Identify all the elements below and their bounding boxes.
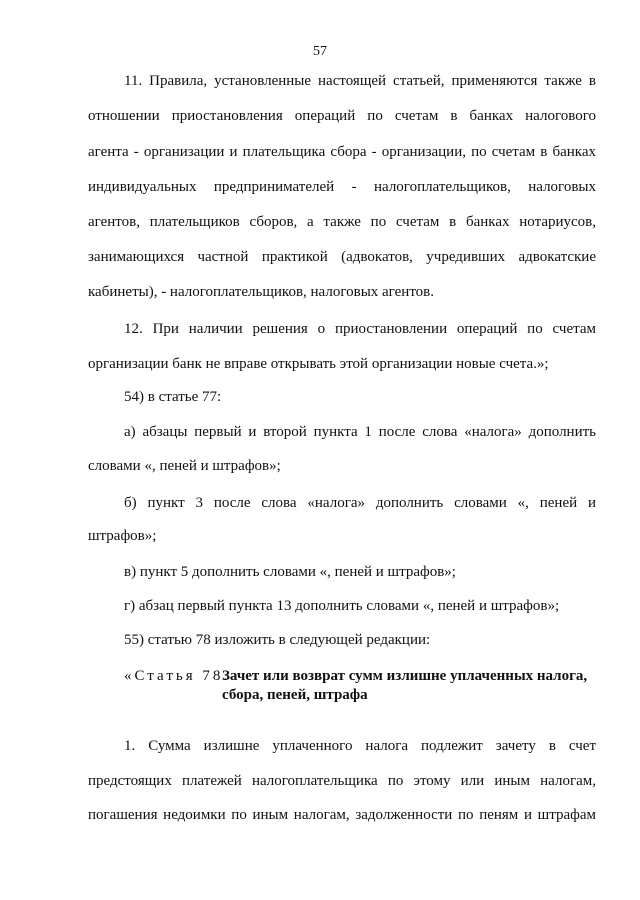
paragraph-11-line-1: 11. Правила, установленные настоящей статьей, применяются также в bbox=[124, 73, 596, 89]
article-78-para-1-line-3: погашения недоимки по иным налогам, задолженности по пеням и штрафам bbox=[88, 807, 596, 823]
article-title-line-2: сбора, пеней, штрафа bbox=[222, 687, 368, 703]
item-b-line-2: штрафов»; bbox=[88, 528, 157, 544]
item-b-line-1: б) пункт 3 после слова «налога» дополнить словами «, пеней и bbox=[124, 495, 596, 511]
item-a-line-1: а) абзацы первый и второй пункта 1 после слова «налога» дополнить bbox=[124, 424, 596, 440]
paragraph-11-line-3: агента - организации и плательщика сбора - организации, по счетам в банках bbox=[88, 144, 596, 160]
article-78-para-1-line-1: 1. Сумма излишне уплаченного налога подлежит зачету в счет bbox=[124, 738, 596, 754]
item-a-line-2: словами «, пеней и штрафов»; bbox=[88, 458, 281, 474]
item-54-heading: 54) в статье 77: bbox=[124, 389, 222, 405]
paragraph-12-line-2: организации банк не вправе открывать этой организации новые счета.»; bbox=[88, 356, 549, 372]
article-title-line-1: Зачет или возврат сумм излишне уплаченных налога, bbox=[222, 668, 588, 684]
item-g: г) абзац первый пункта 13 дополнить словами «, пеней и штрафов»; bbox=[124, 598, 560, 614]
item-55-heading: 55) статью 78 изложить в следующей редакции: bbox=[124, 632, 431, 648]
page-number: 57 bbox=[313, 44, 327, 59]
paragraph-11-line-5: агентов, плательщиков сборов, а также по счетам в банках нотариусов, bbox=[88, 214, 596, 230]
paragraph-11-line-2: отношении приостановления операций по счетам в банках налогового bbox=[88, 108, 596, 124]
article-78-para-1-line-2: предстоящих платежей налогоплательщика по этому или иным налогам, bbox=[88, 773, 596, 789]
article-label: «Статья 78. bbox=[124, 668, 231, 684]
paragraph-11-line-4: индивидуальных предпринимателей - налогоплательщиков, налоговых bbox=[88, 179, 596, 195]
paragraph-11-line-6: занимающихся частной практикой (адвокатов, учредивших адвокатские bbox=[88, 249, 596, 265]
item-v: в) пункт 5 дополнить словами «, пеней и штрафов»; bbox=[124, 564, 456, 580]
paragraph-11-line-7: кабинеты), - налогоплательщиков, налоговых агентов. bbox=[88, 284, 435, 300]
paragraph-12-line-1: 12. При наличии решения о приостановлении операций по счетам bbox=[124, 321, 596, 337]
